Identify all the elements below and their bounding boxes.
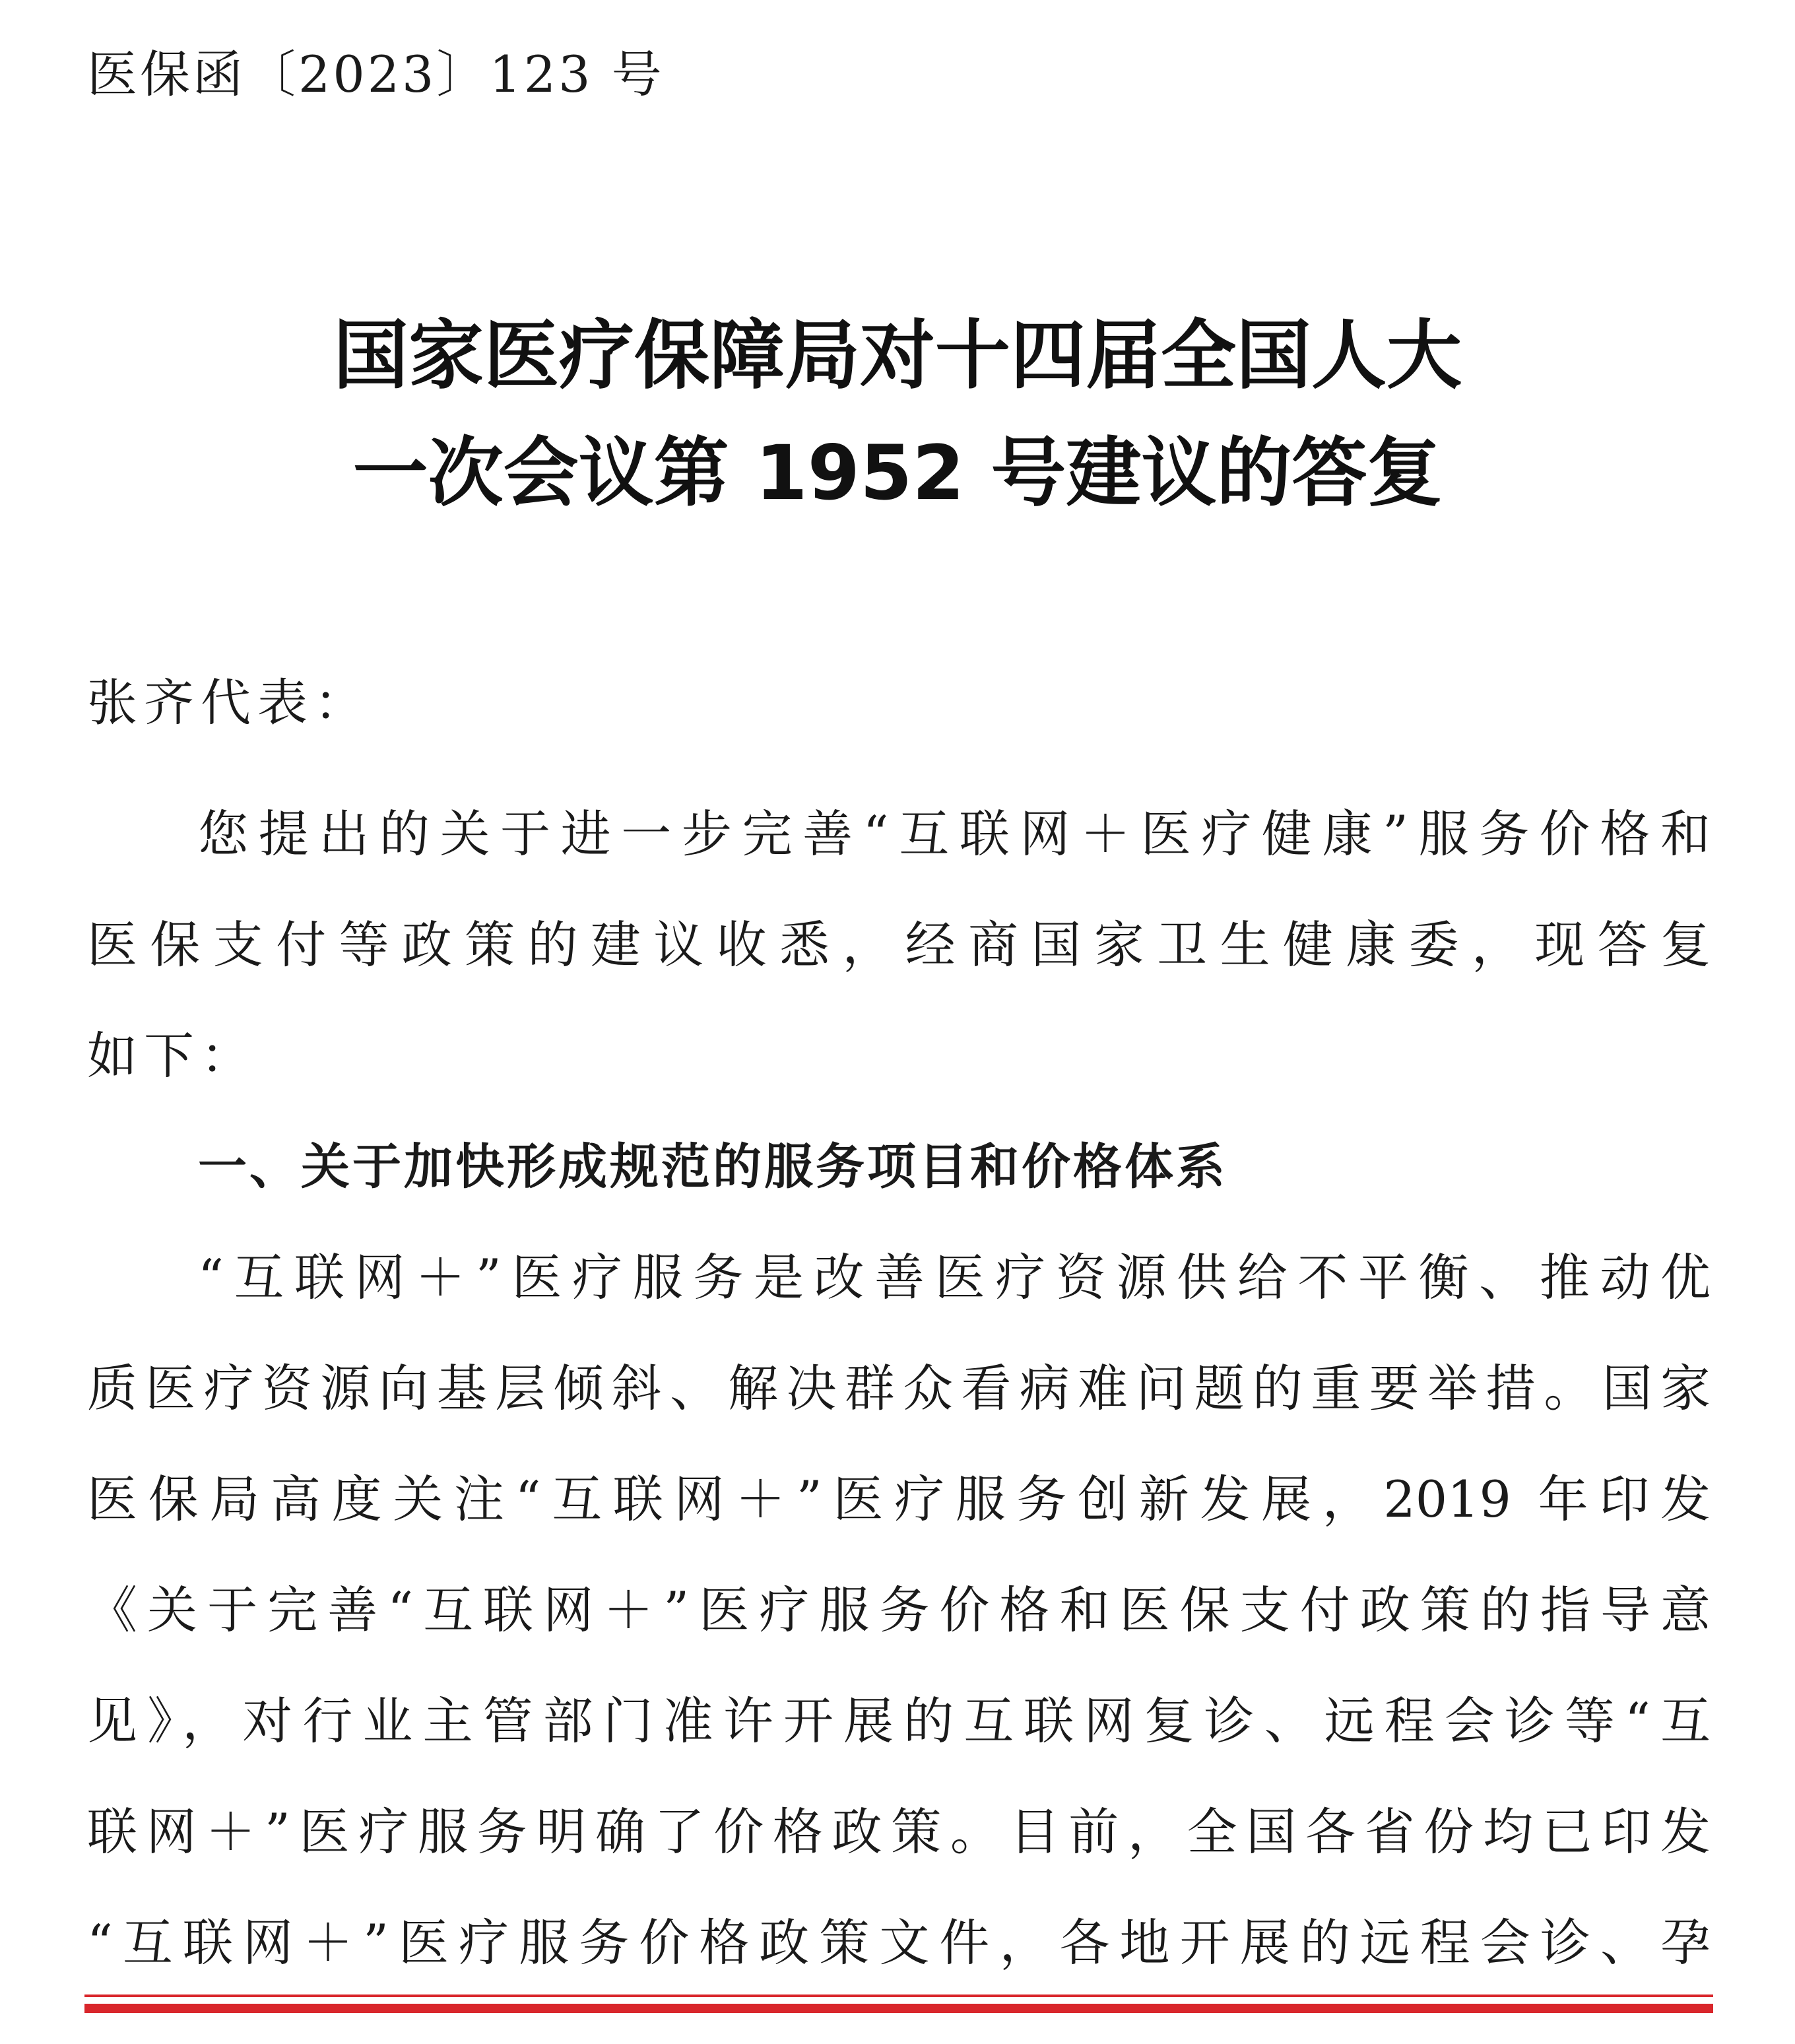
salutation: 张齐代表： [87,673,371,732]
paragraph-2-line-1: “互联网＋”医疗服务是改善医疗资源供给不平衡、推动优 [198,1248,1711,1307]
paragraph-1-line-3: 如下： [87,1026,257,1085]
document-number: 医保函〔2023〕123 号 [87,45,665,104]
section-1-heading: 一、关于加快形成规范的服务项目和价格体系 [198,1138,1227,1195]
paragraph-1-line-2: 医保支付等政策的建议收悉，经商国家卫生健康委，现答复 [87,915,1711,974]
paragraph-2-line-7: “互联网＋”医疗服务价格政策文件，各地开展的远程会诊、孕 [87,1913,1711,1972]
title-line-1: 国家医疗保障局对十四届全国人大 [333,312,1462,399]
paragraph-2-line-4: 《关于完善“互联网＋”医疗服务价格和医保支付政策的指导意 [87,1581,1711,1639]
footer-rule-thick [84,2004,1713,2013]
paragraph-2-line-5: 见》，对行业主管部门准许开展的互联网复诊、远程会诊等“互 [87,1692,1711,1750]
paragraph-2-line-2: 质医疗资源向基层倾斜、解决群众看病难问题的重要举措。国家 [87,1359,1711,1418]
paragraph-1-line-1: 您提出的关于进一步完善“互联网＋医疗健康”服务价格和 [198,805,1711,863]
paragraph-2-line-3: 医保局高度关注“互联网＋”医疗服务创新发展，2019 年印发 [87,1470,1711,1529]
title-line-2: 一次会议第 1952 号建议的答复 [352,429,1443,517]
document-title [0,297,1795,532]
paragraph-2-line-6: 联网＋”医疗服务明确了价格政策。目前，全国各省份均已印发 [87,1802,1711,1861]
document-body [87,779,1711,1998]
footer-rule-thin [84,1995,1713,1997]
